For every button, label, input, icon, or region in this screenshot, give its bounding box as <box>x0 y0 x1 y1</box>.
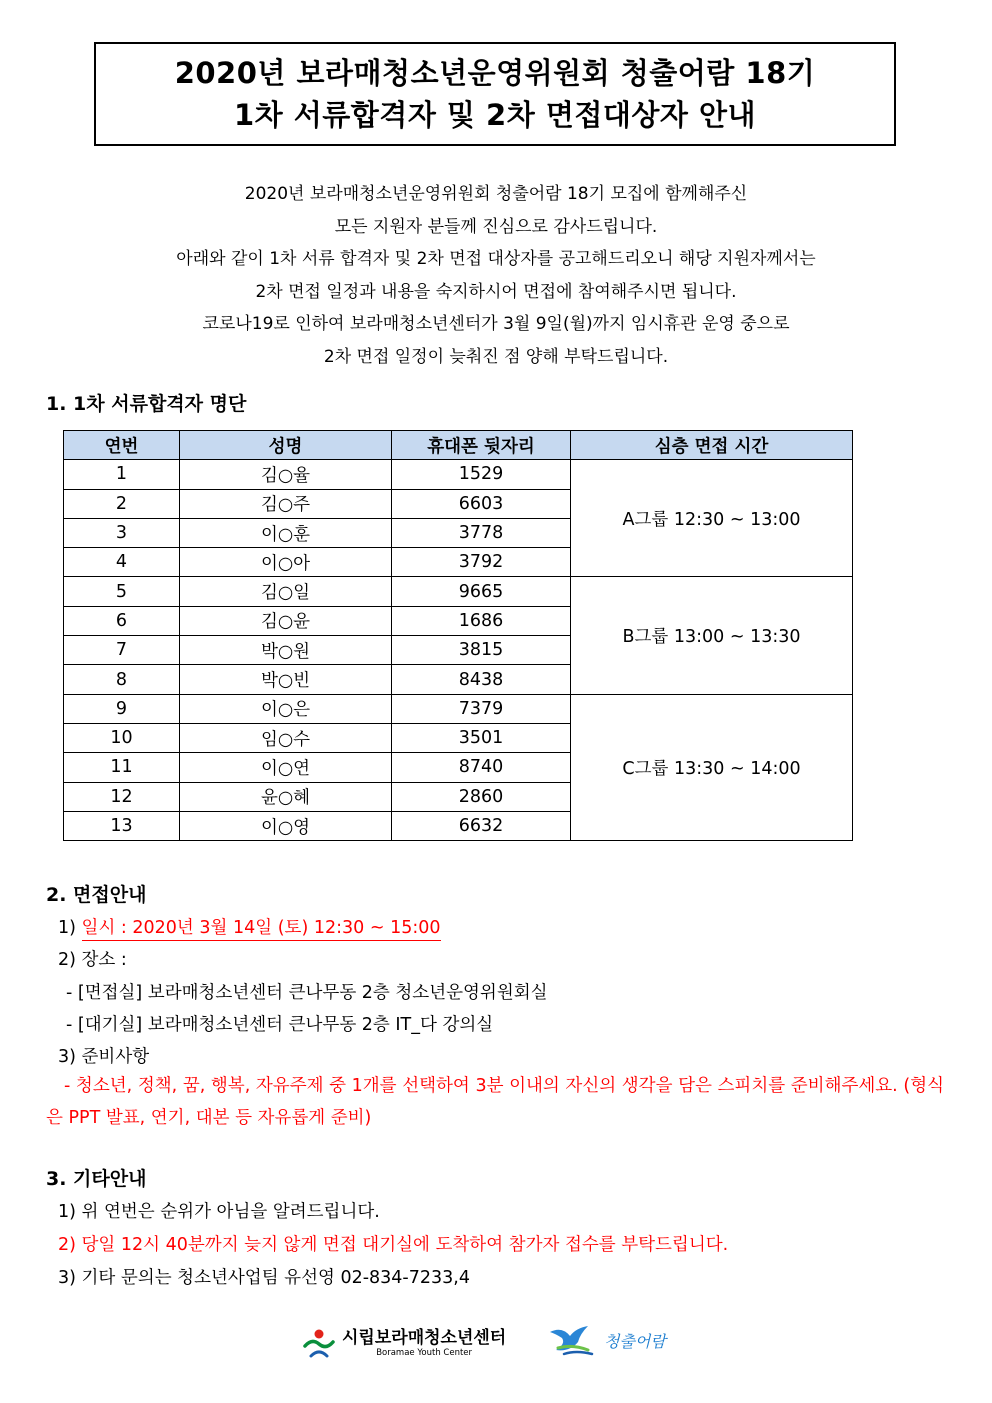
cell-name: 박○빈 <box>180 665 392 694</box>
intro-line: 코로나19로 인하여 보라매청소년센터가 3월 9일(월)까지 임시휴관 운영 중으로 <box>202 314 790 334</box>
cell-number: 6 <box>64 606 180 635</box>
cell-phone: 3792 <box>392 548 571 577</box>
header-name: 성명 <box>180 431 392 460</box>
bird-wave-icon <box>548 1322 598 1358</box>
cell-name: 이○아 <box>180 548 392 577</box>
title-line-2: 1차 서류합격자 및 2차 면접대상자 안내 <box>233 98 757 132</box>
cell-number: 7 <box>64 636 180 665</box>
cell-number: 12 <box>64 782 180 811</box>
intro-line: 2차 면접 일정이 늦춰진 점 양해 부탁드립니다. <box>323 346 669 367</box>
boramae-logo-subtitle: Boramae Youth Center <box>376 1348 473 1358</box>
cell-number: 9 <box>64 694 180 723</box>
cell-phone: 1686 <box>392 606 571 635</box>
cell-name: 임○수 <box>180 723 392 752</box>
preparation-label: 3) 준비사항 <box>58 1047 150 1067</box>
cell-group-c: C그룹 13:30 ~ 14:00 <box>571 694 853 840</box>
cheongchuleoram-logo <box>548 1322 666 1358</box>
cell-phone: 3501 <box>392 723 571 752</box>
intro-line: 모든 지원자 분들께 진심으로 감사드립니다. <box>334 216 658 237</box>
boramae-emblem-icon <box>302 1326 336 1360</box>
intro-paragraph <box>40 178 952 373</box>
cell-phone: 6632 <box>392 811 571 840</box>
cheongchuleoram-logo-text: 청출어람 <box>604 1331 666 1351</box>
cell-phone: 8438 <box>392 665 571 694</box>
preparation-text: - 청소년, 정책, 꿈, 행복, 자유주제 중 1개를 선택하여 3분 이내의 자신의 생각을 담은 스피치를 준비해주세요. (형식은 PPT 발표, 연기, 대본 등 자유롭게 준비) <box>46 1076 944 1128</box>
section1-heading: 1. 1차 서류합격자 명단 <box>46 393 247 415</box>
cell-name: 이○연 <box>180 753 392 782</box>
location-label: 2) 장소 : <box>58 950 127 970</box>
interview-date-line <box>58 914 441 939</box>
section3-heading: 3. 기타안내 <box>46 1168 147 1190</box>
item-number: 1) <box>58 918 76 938</box>
cell-name: 김○율 <box>180 460 392 489</box>
notice-item-1: 1) 위 연번은 순위가 아님을 알려드립니다. <box>58 1202 380 1222</box>
cell-phone: 3815 <box>392 636 571 665</box>
title-line-1: 2020년 보라매청소년운영위원회 청출어람 18기 <box>174 56 816 90</box>
interview-room: - [면접실] 보라매청소년센터 큰나무동 2층 청소년운영위원회실 <box>66 983 548 1003</box>
cell-number: 11 <box>64 753 180 782</box>
cell-name: 김○주 <box>180 489 392 518</box>
cell-name: 이○훈 <box>180 518 392 547</box>
header-number: 연번 <box>64 431 180 460</box>
intro-line: 2차 면접 일정과 내용을 숙지하시어 면접에 참여해주시면 됩니다. <box>255 281 737 302</box>
cell-number: 4 <box>64 548 180 577</box>
interview-date: 일시 : 2020년 3월 14일 (토) 12:30 ~ 15:00 <box>82 918 441 941</box>
cell-phone: 9665 <box>392 577 571 606</box>
cell-phone: 3778 <box>392 518 571 547</box>
cell-phone: 8740 <box>392 753 571 782</box>
cell-number: 8 <box>64 665 180 694</box>
boramae-logo-title: 시립보라매청소년센터 <box>342 1328 507 1348</box>
cell-number: 3 <box>64 518 180 547</box>
cell-number: 1 <box>64 460 180 489</box>
boramae-logo <box>302 1326 506 1360</box>
intro-line: 2020년 보라매청소년운영위원회 청출어람 18기 모집에 함께해주신 <box>244 184 748 204</box>
cell-name: 김○윤 <box>180 606 392 635</box>
cell-number: 5 <box>64 577 180 606</box>
section2-heading: 2. 면접안내 <box>46 884 147 906</box>
cell-number: 10 <box>64 723 180 752</box>
table-row <box>64 460 853 489</box>
cell-phone: 2860 <box>392 782 571 811</box>
cell-name: 이○은 <box>180 694 392 723</box>
header-interview-time: 심층 면접 시간 <box>571 431 853 460</box>
table-row <box>64 577 853 606</box>
title-box <box>94 42 896 146</box>
cell-phone: 6603 <box>392 489 571 518</box>
cell-number: 13 <box>64 811 180 840</box>
cell-name: 박○원 <box>180 636 392 665</box>
cell-name: 윤○혜 <box>180 782 392 811</box>
intro-line: 아래와 같이 1차 서류 합격자 및 2차 면접 대상자를 공고해드리오니 해당 지원자께서는 <box>176 249 816 269</box>
table-header-row <box>64 431 853 460</box>
applicant-table <box>63 430 853 841</box>
notice-item-3: 3) 기타 문의는 청소년사업팀 유선영 02-834-7233,4 <box>58 1268 470 1288</box>
notice-item-2: 2) 당일 12시 40분까지 늦지 않게 면접 대기실에 도착하여 참가자 접수를 부탁드립니다. <box>58 1235 729 1255</box>
table-row <box>64 694 853 723</box>
cell-name: 이○영 <box>180 811 392 840</box>
cell-phone: 1529 <box>392 460 571 489</box>
cell-number: 2 <box>64 489 180 518</box>
cell-phone: 7379 <box>392 694 571 723</box>
waiting-room: - [대기실] 보라매청소년센터 큰나무동 2층 IT_다 강의실 <box>66 1015 494 1035</box>
cell-group-a: A그룹 12:30 ~ 13:00 <box>571 460 853 577</box>
header-phone: 휴대폰 뒷자리 <box>392 431 571 460</box>
cell-name: 김○일 <box>180 577 392 606</box>
cell-group-b: B그룹 13:00 ~ 13:30 <box>571 577 853 694</box>
